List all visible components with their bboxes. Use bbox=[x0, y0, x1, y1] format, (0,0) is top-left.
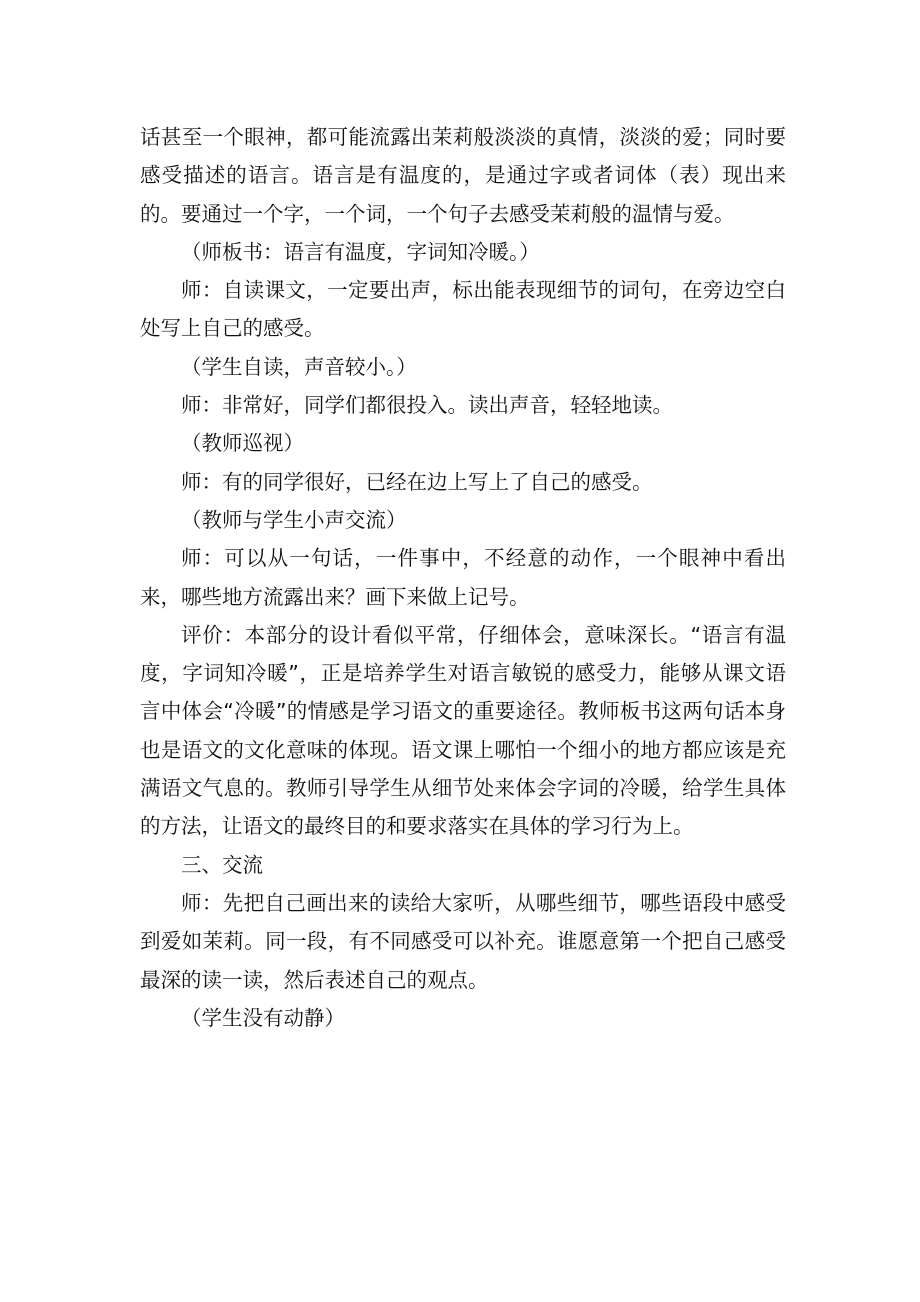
paragraph-teacher-guidance: 师：可以从一句话，一件事中，不经意的动作，一个眼神中看出来，哪些地方流露出来？画下来做上记号。 bbox=[140, 546, 786, 609]
section-heading-exchange: 三、交流 bbox=[181, 852, 263, 877]
paragraph-student-silence: （学生没有动静） bbox=[181, 1005, 345, 1030]
paragraph-teacher-comment: 师：有的同学很好，已经在边上写上了自己的感受。 bbox=[181, 469, 653, 494]
paragraph-continuation: 话甚至一个眼神，都可能流露出茉莉般淡淡的真情，淡淡的爱；同时要感受描述的语言。语言是有温度的，是通过字或者词体（表）现出来的。要通过一个字，一个词，一个句子去感受茉莉般的温情与爱。 bbox=[140, 125, 786, 226]
paragraph-teacher-exchange: （教师与学生小声交流） bbox=[181, 507, 407, 532]
paragraph-teacher-instruction: 师：自读课文，一定要出声，标出能表现细节的词句，在旁边空白处写上自己的感受。 bbox=[140, 278, 786, 341]
document-body bbox=[140, 118, 786, 1037]
paragraph-student-reading: （学生自读，声音较小。） bbox=[181, 354, 417, 379]
paragraph-evaluation: 评价：本部分的设计看似平常，仔细体会，意味深长。“语言有温度，字词知冷暖”，正是培养学生对语言敏锐的感受力，能够从课文语言中体会“冷暖”的情感是学习语文的重要途径。教师板书这两句话本身也是语文的文化意味的体现。语文课上哪怕一个细小的地方都应该是充满语文气息的。教师引导学生从细节处来体会字词的冷暖，给学生具体的方法，让语文的最终目的和要求落实在具体的学习行为上。 bbox=[140, 622, 786, 839]
paragraph-teacher-patrol: （教师巡视） bbox=[181, 431, 304, 456]
paragraph-board-note: （师板书：语言有温度，字词知冷暖。） bbox=[181, 239, 540, 264]
paragraph-teacher-praise: 师：非常好，同学们都很投入。读出声音，轻轻地读。 bbox=[181, 393, 673, 418]
paragraph-teacher-invitation: 师：先把自己画出来的读给大家听，从哪些细节，哪些语段中感受到爱如茉莉。同一段，有不同感受可以补充。谁愿意第一个把自己感受最深的读一读，然后表述自己的观点。 bbox=[140, 890, 786, 992]
